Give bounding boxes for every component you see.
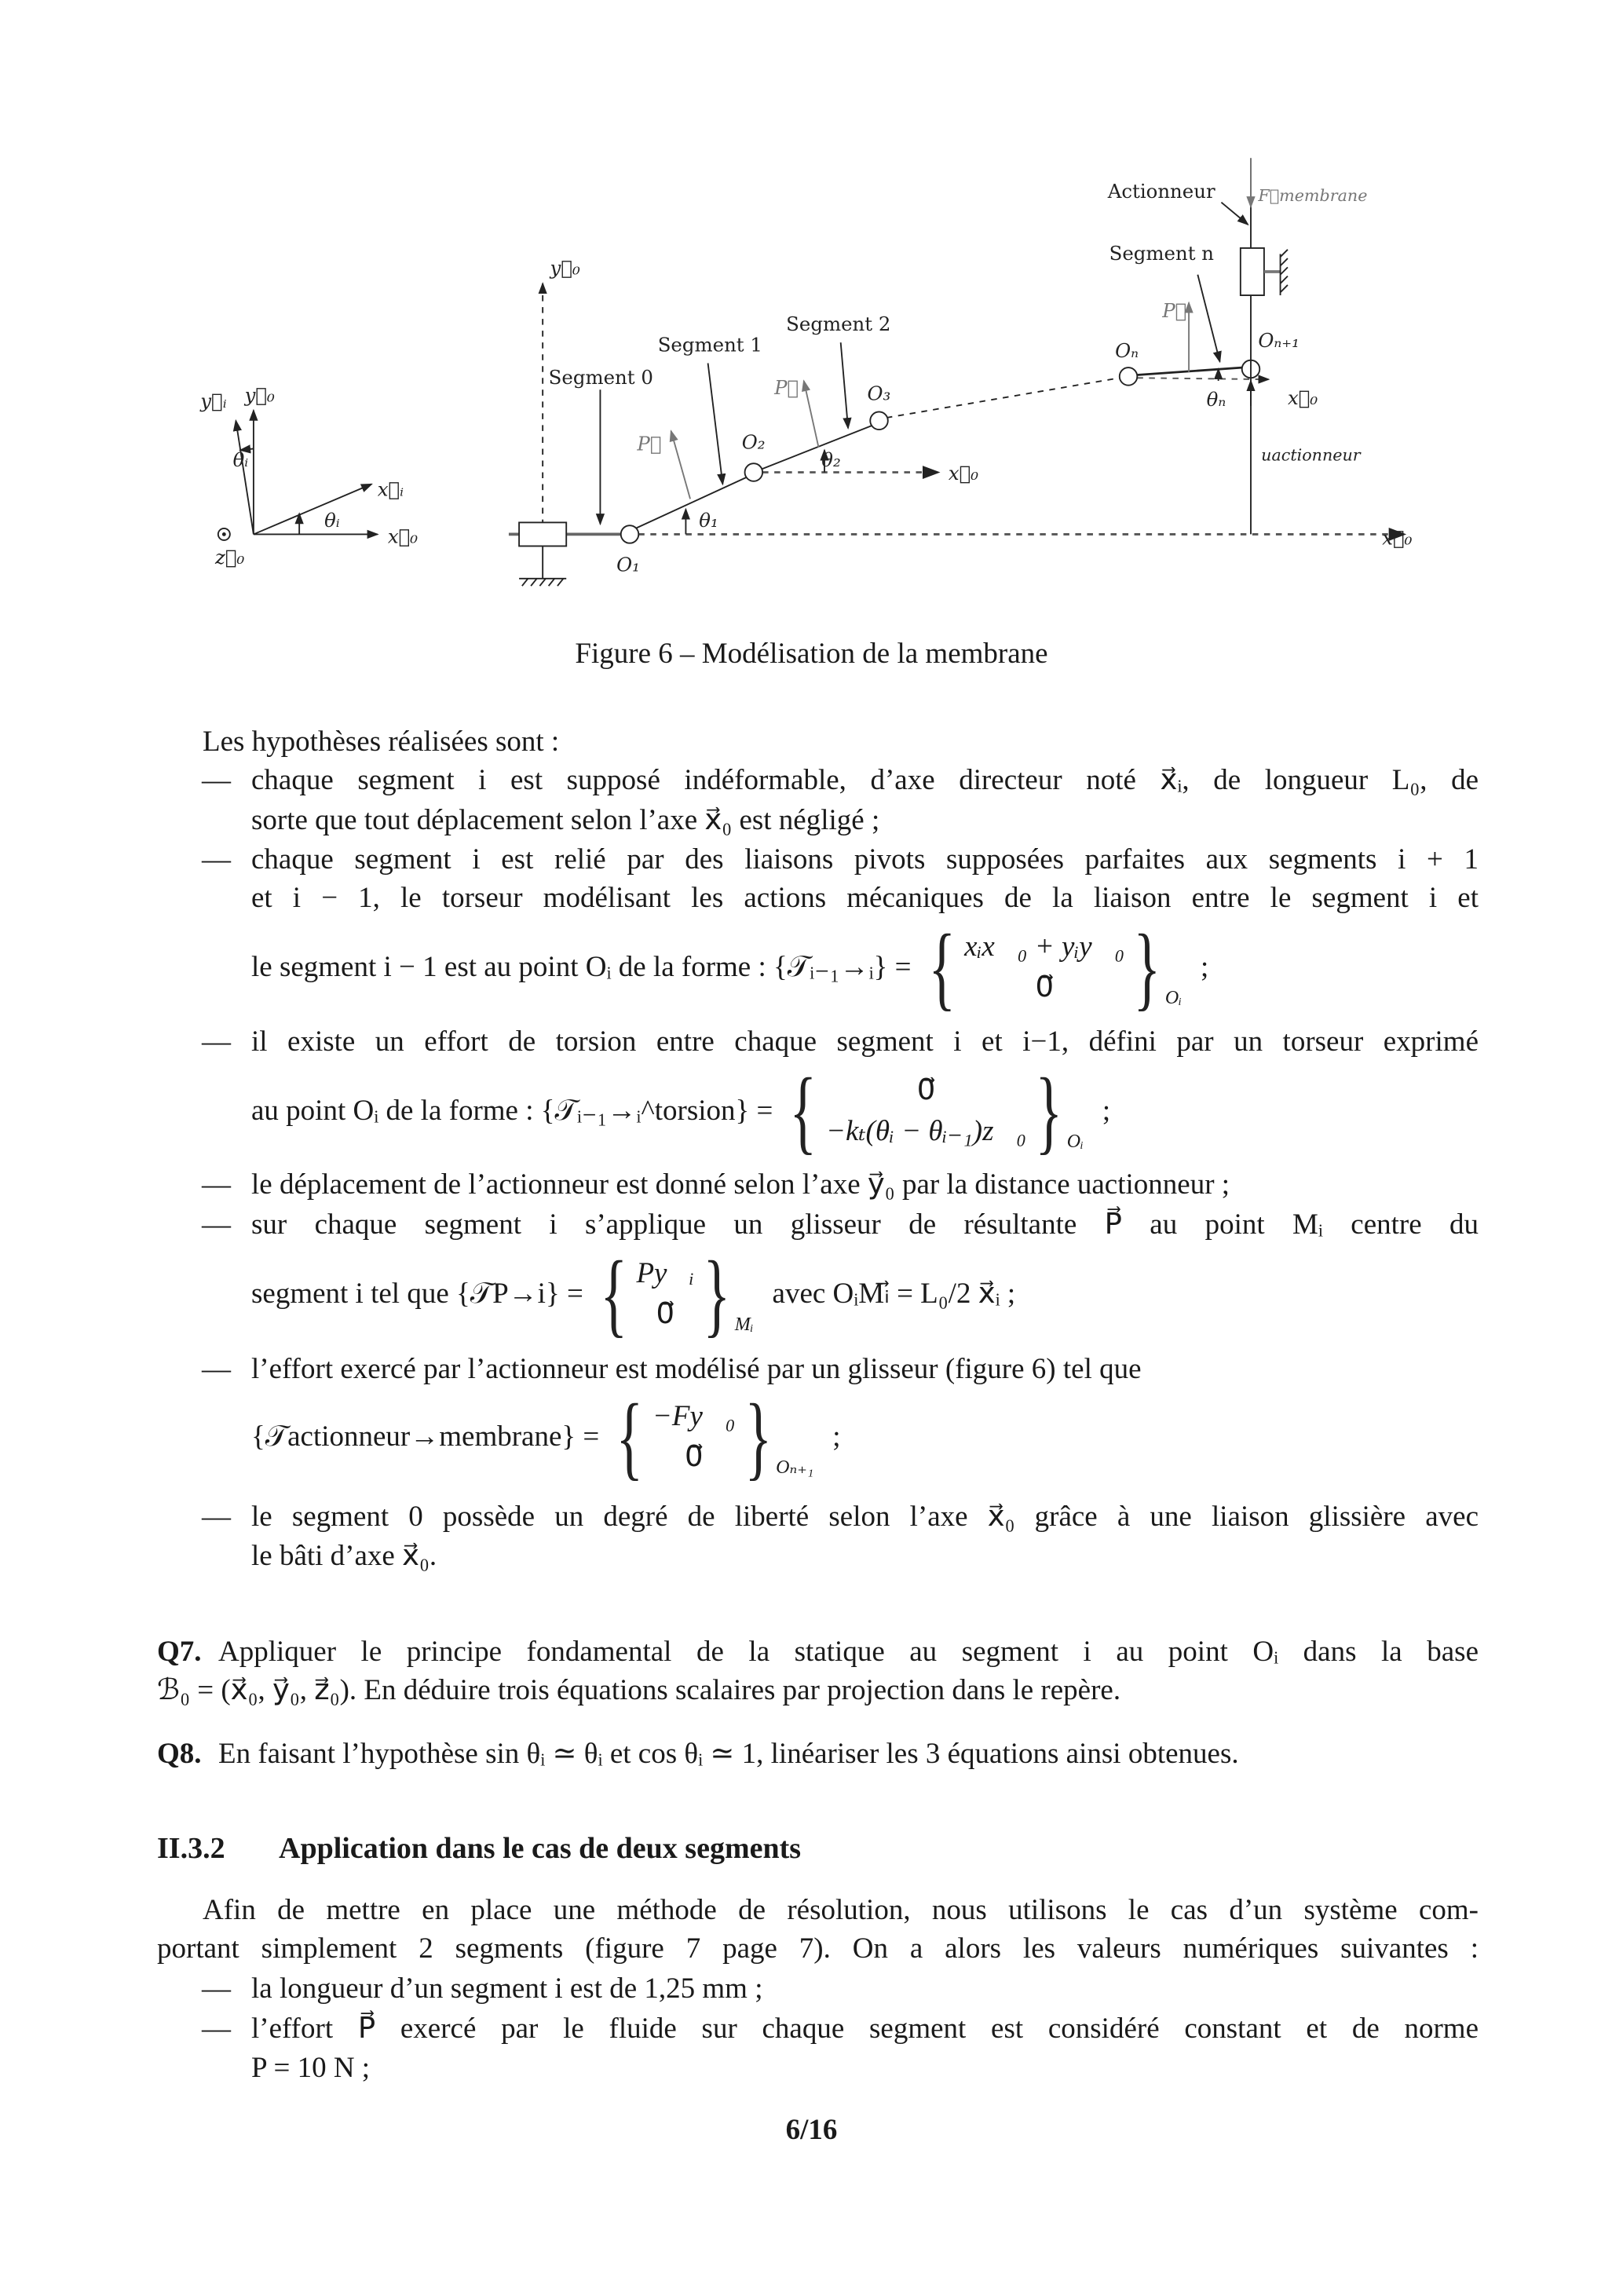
bullet-dash: — [202, 1208, 231, 1241]
q7-label: Q7. [157, 1636, 202, 1668]
label-P1: P⃗ [637, 432, 662, 455]
label-u-actionneur: uactionneur [1261, 445, 1361, 465]
label-segment-n: Segment n [1109, 241, 1215, 265]
hyp-line: chaque segment i est relié par des liaisons pivots supposées parfaites aux segments i + 1 [251, 843, 1479, 876]
bullet-dash: — [202, 764, 231, 796]
semicolon: ; [1102, 1095, 1111, 1127]
left-brace: { [616, 1384, 644, 1489]
bullet-dash: — [202, 843, 231, 876]
q8-label: Q8. [157, 1738, 202, 1770]
label-f-membrane: F⃗membrane [1258, 185, 1368, 205]
q7-text: Appliquer le principe fondamental de la statique au segment i au point Oᵢ dans la base [218, 1636, 1479, 1668]
right-brace: } [1133, 915, 1161, 1019]
bullet-dash: — [202, 1168, 231, 1201]
hyp-line: chaque segment i est supposé indéformable, d’axe directeur noté x⃗ᵢ, de longueur L₀, de [251, 764, 1479, 796]
hyp-line: le bâti d’axe x⃗₀. [251, 1540, 437, 1572]
section-bullet: la longueur d’un segment i est de 1,25 mm ; [251, 1972, 763, 2005]
section-title: Application dans le cas de deux segments [279, 1832, 802, 1865]
q8-text: En faisant l’hypothèse sin θᵢ ≃ θᵢ et cos θᵢ ≃ 1, linéariser les 3 équations ainsi obtenues. [218, 1738, 1239, 1770]
torsor-liaison [919, 915, 1183, 1019]
label-Pn: P⃗ [1162, 299, 1187, 323]
hyp-line: segment i tel que {𝒯P→i} = [251, 1278, 583, 1310]
hyp-line: avec OᵢMᵢ⃗ = L₀/2 x⃗ᵢ ; [772, 1278, 1016, 1310]
label-x0-3: x⃗₀ [1287, 386, 1318, 410]
hyp-line: sur chaque segment i s’applique un glisseur de résultante P⃗ au point Mᵢ centre du [251, 1208, 1479, 1241]
torsor-top: 0⃗ [916, 1074, 936, 1106]
figure-caption: Figure 6 – Modélisation de la membrane [575, 638, 1048, 670]
section-paragraph: Afin de mettre en place une méthode de résolution, nous utilisons le cas d’un système com- [203, 1894, 1479, 1926]
torsor-pressure [591, 1241, 754, 1346]
right-brace: } [703, 1241, 731, 1346]
label-y0: y⃗₀ [244, 383, 275, 407]
hyp-line: et i − 1, le torseur modélisant les actions mécaniques de la liaison entre le segment i et [251, 882, 1479, 914]
hyp-line: il existe un effort de torsion entre chaque segment i et i−1, défini par un torseur exprimé [251, 1026, 1479, 1058]
hypotheses-intro: Les hypothèses réalisées sont : [203, 726, 560, 758]
hyp-line: le segment i − 1 est au point Oᵢ de la forme : {𝒯ᵢ₋₁→ᵢ} = [251, 951, 912, 983]
torsor-point: Mᵢ [734, 1314, 754, 1335]
equation-row-pressure [251, 1241, 1016, 1346]
section-paragraph: portant simplement 2 segments (figure 7 page 7). On a alors les valeurs numériques suivantes : [157, 1932, 1479, 1965]
label-y0-main: y⃗₀ [550, 256, 580, 280]
hyp-line: sorte que tout déplacement selon l’axe x⃗₀ est négligé ; [251, 804, 880, 836]
semicolon: ; [1201, 951, 1209, 983]
label-segment1: Segment 1 [657, 333, 762, 356]
torsor-point: Oᵢ [1066, 1132, 1084, 1152]
bullet-dash: — [202, 1972, 231, 2005]
label-On: Oₙ [1115, 338, 1139, 362]
semicolon: ; [832, 1420, 841, 1453]
torsor-bottom: 0⃗ [656, 1298, 675, 1330]
equation-row-liaison [251, 915, 1209, 1019]
label-On1: Oₙ₊₁ [1258, 328, 1299, 352]
q7-text: ℬ₀ = (x⃗₀, y⃗₀, z⃗₀). En déduire trois équations scalaires par projection dans le repère. [157, 1674, 1121, 1706]
label-segment0: Segment 0 [548, 365, 653, 389]
hyp-line: {𝒯actionneur→membrane} = [251, 1420, 600, 1453]
section-bullet: P = 10 N ; [251, 2052, 371, 2084]
torsor-bottom: 0⃗ [684, 1441, 704, 1473]
bullet-dash: — [202, 1353, 231, 1385]
left-brace: { [789, 1058, 817, 1163]
label-yi: y⃗ᵢ [200, 389, 227, 412]
label-P2: P⃗ [774, 375, 799, 399]
label-x0-4: x⃗₀ [1382, 526, 1413, 550]
hyp-line: le segment 0 possède un degré de liberté selon l’axe x⃗₀ grâce à une liaison glissière avec [251, 1501, 1479, 1533]
equation-row-actionneur [251, 1384, 841, 1489]
bullet-dash: — [202, 2013, 231, 2045]
section-bullet: l’effort P⃗ exercé par le fluide sur chaque segment est considéré constant et de norme [251, 2013, 1479, 2045]
torsor-bottom: −kₜ(θᵢ − θᵢ₋₁)z⃗₀ [826, 1115, 1027, 1147]
label-actionneur: Actionneur [1107, 180, 1215, 203]
label-xi: x⃗ᵢ [377, 477, 404, 501]
page-number: 6/16 [785, 2114, 838, 2146]
hyp-line: au point Oᵢ de la forme : {𝒯ᵢ₋₁→ᵢ^torsion} = [251, 1095, 773, 1127]
torsor-top: −Fy⃗₀ [652, 1400, 736, 1432]
torsor-top: Py⃗ᵢ [636, 1257, 695, 1289]
bullet-dash: — [202, 1501, 231, 1533]
bullet-dash: — [202, 1026, 231, 1058]
torsor-torsion [780, 1058, 1084, 1163]
torsor-bottom: 0⃗ [1035, 971, 1054, 1004]
label-O2: O₂ [741, 430, 766, 454]
section-number: II.3.2 [157, 1832, 225, 1865]
label-segment2: Segment 2 [786, 313, 891, 336]
left-brace: { [928, 915, 956, 1019]
label-theta1: θ₁ [699, 509, 718, 532]
torsor-actionneur [607, 1384, 814, 1489]
left-brace: { [600, 1241, 627, 1346]
label-theta-n: θₙ [1206, 387, 1226, 411]
label-z0: z⃗₀ [215, 546, 245, 569]
torsor-point: Oᵢ [1164, 988, 1183, 1008]
torsor-top: xᵢx⃗₀ + yᵢy⃗₀ [964, 930, 1125, 963]
label-O3: O₃ [867, 382, 891, 405]
label-theta-i-2: θᵢ [324, 509, 340, 532]
hyp-line: l’effort exercé par l’actionneur est modélisé par un glisseur (figure 6) tel que [251, 1353, 1142, 1385]
membrane-model-figure [192, 148, 1446, 590]
equation-row-torsion [251, 1058, 1111, 1163]
label-theta-i: θᵢ [232, 448, 249, 472]
label-theta2: θ₂ [821, 448, 841, 472]
right-brace: } [744, 1384, 772, 1489]
label-O1: O₁ [616, 553, 640, 576]
label-x0: x⃗₀ [387, 525, 419, 548]
label-x0-2: x⃗₀ [948, 461, 979, 484]
right-brace: } [1035, 1058, 1063, 1163]
hyp-line: le déplacement de l’actionneur est donné selon l’axe y⃗₀ par la distance uactionneur ; [251, 1168, 1230, 1201]
torsor-point: Oₙ₊₁ [776, 1457, 814, 1478]
